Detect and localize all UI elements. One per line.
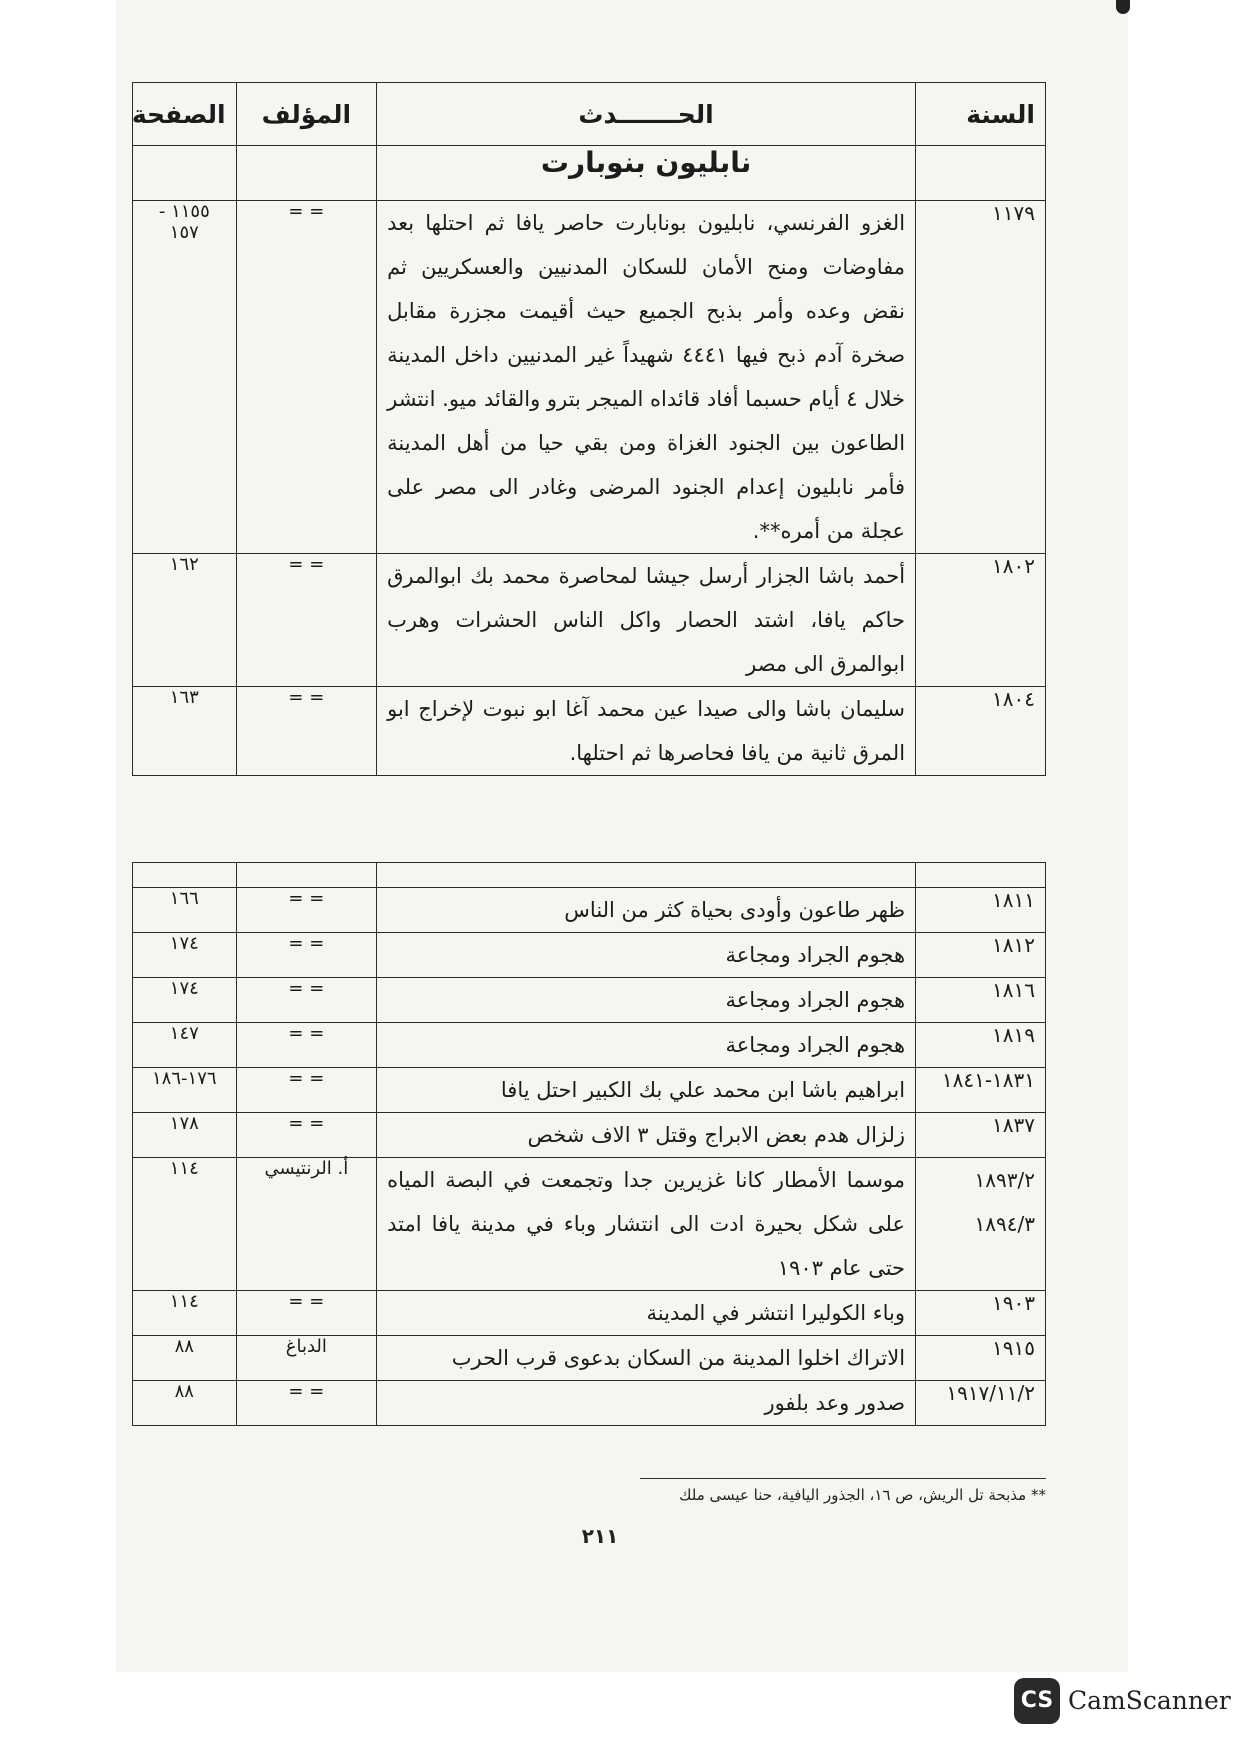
year-cell: ١٩١٥ <box>916 1336 1046 1381</box>
table-row <box>133 1291 1046 1336</box>
page-cell: ٨٨ <box>133 1336 237 1381</box>
table-row <box>133 978 1046 1023</box>
table-row <box>133 1336 1046 1381</box>
page-cell: ١٦٦ <box>133 888 237 933</box>
event-cell: موسما الأمطار كانا غزيرين جدا وتجمعت في البصة المياه على شكل بحيرة ادت الى انتشار وباء في مدينة يافا امتد حتى عام ١٩٠٣ <box>377 1158 916 1291</box>
section-title: نابليون بنوبارت <box>377 146 916 201</box>
page-cell: ١١٤ <box>133 1291 237 1336</box>
page-cell: ١٧٨ <box>133 1113 237 1158</box>
header-year: السنة <box>916 83 1046 146</box>
author-cell: = = <box>236 978 377 1023</box>
chronology-table-bottom <box>132 862 1046 1426</box>
table-top-spacer <box>133 863 1046 888</box>
spacer-cell <box>133 863 237 888</box>
author-cell: = = <box>236 1023 377 1068</box>
table-row <box>133 888 1046 933</box>
page-cell: ٨٨ <box>133 1381 237 1426</box>
table-row <box>133 933 1046 978</box>
event-cell: ابراهيم باشا ابن محمد علي بك الكبير احتل يافا <box>377 1068 916 1113</box>
table-row <box>133 1113 1046 1158</box>
author-cell: = = <box>236 1381 377 1426</box>
year-cell: ١٨٩٣/٢ ١٨٩٤/٣ <box>916 1158 1046 1291</box>
event-cell: ظهر طاعون وأودى بحياة كثر من الناس <box>377 888 916 933</box>
author-cell: = = <box>236 554 377 687</box>
page-corner-mark <box>1116 0 1130 14</box>
table-header-row <box>133 83 1046 146</box>
section-blank <box>916 146 1046 201</box>
page-cell: ١٧٤ <box>133 933 237 978</box>
camscanner-label: CamScanner <box>1068 1686 1231 1715</box>
year-cell: ١١٧٩ <box>916 201 1046 554</box>
page-cell: ١٦٣ <box>133 687 237 776</box>
year-cell: ١٩١٧/١١/٢ <box>916 1381 1046 1426</box>
year-cell: ١٨١٦ <box>916 978 1046 1023</box>
year-cell: ١٨٠٢ <box>916 554 1046 687</box>
table-row <box>133 1381 1046 1426</box>
header-event: الحـــــــدث <box>377 83 916 146</box>
table-row <box>133 201 1046 554</box>
page-cell: ١٧٤ <box>133 978 237 1023</box>
year-cell: ١٨١٩ <box>916 1023 1046 1068</box>
author-cell: = = <box>236 933 377 978</box>
table-row <box>133 687 1046 776</box>
spacer-cell <box>377 863 916 888</box>
event-cell: هجوم الجراد ومجاعة <box>377 933 916 978</box>
event-cell: هجوم الجراد ومجاعة <box>377 1023 916 1068</box>
table-row <box>133 1023 1046 1068</box>
header-author: المؤلف <box>236 83 377 146</box>
author-cell: الدباغ <box>236 1336 377 1381</box>
event-cell: وباء الكوليرا انتشر في المدينة <box>377 1291 916 1336</box>
author-cell: = = <box>236 687 377 776</box>
author-cell: = = <box>236 1291 377 1336</box>
page-cell: ١١٥٥ - ١٥٧ <box>133 201 237 554</box>
year-cell: ١٨٣١-١٨٤١ <box>916 1068 1046 1113</box>
author-cell: = = <box>236 888 377 933</box>
section-row <box>133 146 1046 201</box>
page-cell: ١٤٧ <box>133 1023 237 1068</box>
section-blank <box>236 146 377 201</box>
page-number: ٢١١ <box>581 1524 619 1548</box>
page-cell: ١٧٦-١٨٦ <box>133 1068 237 1113</box>
chronology-table-top <box>132 82 1046 776</box>
header-page: الصفحة <box>133 83 237 146</box>
footnote: ** مذبحة تل الريش، ص ١٦، الجذور اليافية، حنا عيسى ملك <box>679 1486 1046 1504</box>
event-cell: هجوم الجراد ومجاعة <box>377 978 916 1023</box>
author-cell: = = <box>236 1113 377 1158</box>
page-cell: ١٦٢ <box>133 554 237 687</box>
year-cell: ١٨٣٧ <box>916 1113 1046 1158</box>
spacer-cell <box>236 863 377 888</box>
section-blank <box>133 146 237 201</box>
table-row <box>133 1068 1046 1113</box>
event-cell: زلزال هدم بعض الابراج وقتل ٣ الاف شخص <box>377 1113 916 1158</box>
event-cell: سليمان باشا والى صيدا عين محمد آغا ابو نبوت لإخراج ابو المرق ثانية من يافا فحاصرها ثم احتلها. <box>377 687 916 776</box>
spacer-cell <box>916 863 1046 888</box>
camscanner-logo-icon: CS <box>1014 1678 1060 1724</box>
event-cell: الاتراك اخلوا المدينة من السكان بدعوى قرب الحرب <box>377 1336 916 1381</box>
table-row <box>133 554 1046 687</box>
year-cell: ١٨١١ <box>916 888 1046 933</box>
footnote-divider <box>640 1478 1046 1479</box>
author-cell: أ. الرنتيسي <box>236 1158 377 1291</box>
year-cell: ١٩٠٣ <box>916 1291 1046 1336</box>
year-cell: ١٨٠٤ <box>916 687 1046 776</box>
event-cell: أحمد باشا الجزار أرسل جيشا لمحاصرة محمد بك ابوالمرق حاكم يافا، اشتد الحصار واكل الناس الحشرات وهرب ابوالمرق الى مصر <box>377 554 916 687</box>
author-cell: = = <box>236 1068 377 1113</box>
year-cell: ١٨١٢ <box>916 933 1046 978</box>
page-cell: ١١٤ <box>133 1158 237 1291</box>
table-row <box>133 1158 1046 1291</box>
event-cell: صدور وعد بلفور <box>377 1381 916 1426</box>
event-cell: الغزو الفرنسي، نابليون بونابارت حاصر يافا ثم احتلها بعد مفاوضات ومنح الأمان للسكان المدنيين والعسكريين ثم نقض وعده وأمر بذبح الجميع حيث أقيمت مجزرة مقابل صخرة آدم ذبح فيها ٤٤٤١ شهيداً غير المدنيين داخل المدينة خلال ٤ أيام حسبما أفاد قائداه الميجر بترو والقائد ميو. انتشر الطاعون بين الجنود الغزاة ومن بقي حيا من أهل المدينة فأمر نابليون إعدام الجنود المرضى وغادر الى مصر على عجلة من أمره**. <box>377 201 916 554</box>
author-cell: = = <box>236 201 377 554</box>
